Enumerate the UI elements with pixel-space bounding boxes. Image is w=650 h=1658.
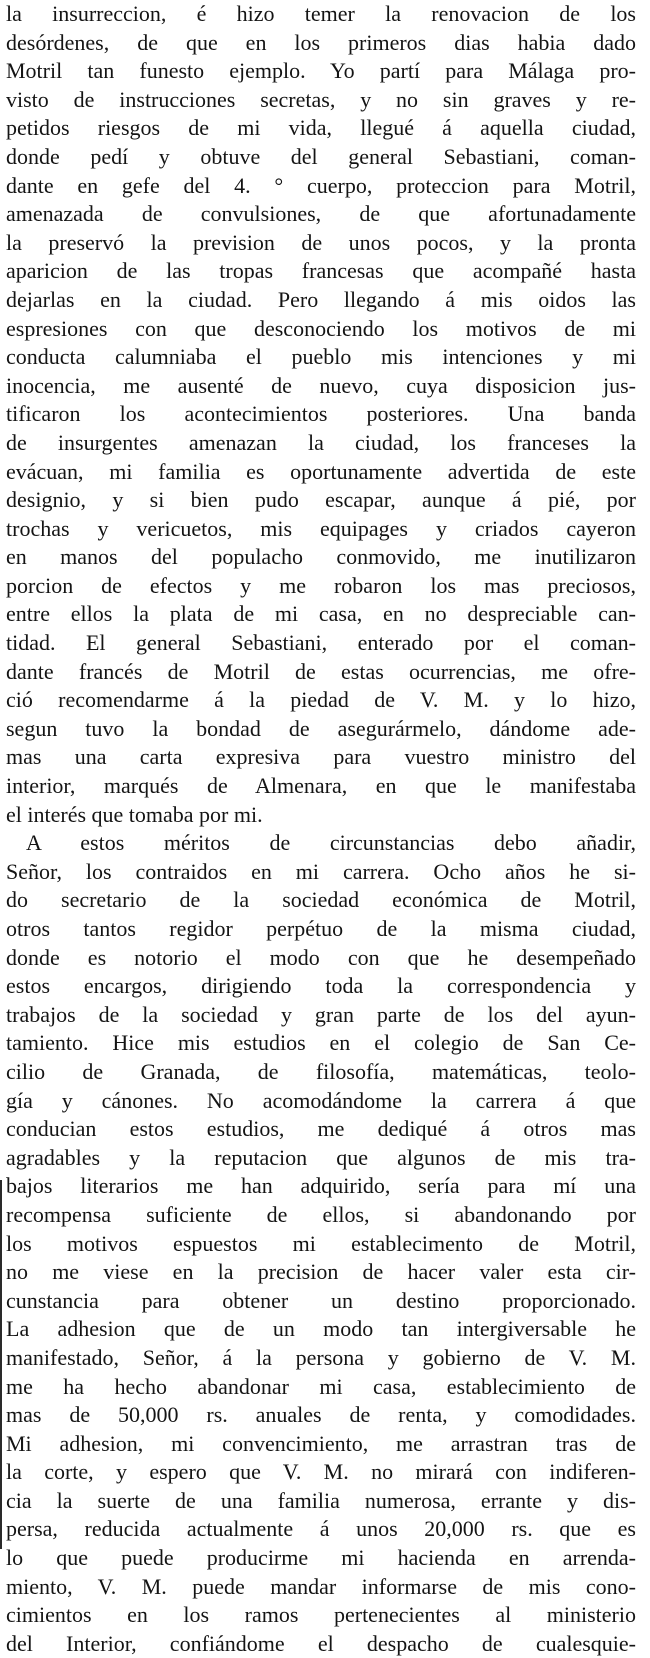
text-line: do secretario de la sociedad económica de Motril, bbox=[6, 887, 636, 913]
text-line: cunstancia para obtener un destino proporcionado. bbox=[6, 1287, 636, 1313]
text-line: conducta calumniaba el pueblo mis intenciones y mi bbox=[6, 344, 636, 370]
text-line: no me viese en la precision de hacer valer esta cir- bbox=[6, 1259, 636, 1285]
margin-rule bbox=[0, 1180, 2, 1549]
text-line: los motivos espuestos mi establecimento de Motril, bbox=[6, 1230, 636, 1256]
text-line: Motril tan funesto ejemplo. Yo partí para Málaga pro- bbox=[6, 58, 636, 84]
text-line: donde pedí y obtuve del general Sebastiani, coman- bbox=[6, 143, 636, 169]
text-line: lo que puede producirme mi hacienda en arrenda- bbox=[6, 1545, 636, 1571]
text-line: gía y cánones. No acomodándome la carrera á que bbox=[6, 1087, 636, 1113]
text-line: cilio de Granada, de filosofía, matemáticas, teolo- bbox=[6, 1058, 636, 1084]
text-line: desórdenes, de que en los primeros dias habia dado bbox=[6, 29, 636, 55]
text-line: la insurreccion, é hizo temer la renovacion de los bbox=[6, 1, 636, 26]
text-line: tificaron los acontecimientos posteriores. Una banda bbox=[6, 401, 636, 427]
text-line: porcion de efectos y me robaron los mas preciosos, bbox=[6, 572, 636, 598]
text-line: en manos del populacho conmovido, me inutilizaron bbox=[6, 544, 636, 570]
text-line: entre ellos la plata de mi casa, en no despreciable can- bbox=[6, 601, 636, 627]
text-line: dante en gefe del 4. ° cuerpo, proteccion para Motril, bbox=[6, 172, 636, 198]
text-line: espresiones con que desconociendo los motivos de mi bbox=[6, 315, 636, 341]
text-line: Mi adhesion, mi convencimiento, me arrastran tras de bbox=[6, 1430, 636, 1456]
text-line: visto de instrucciones secretas, y no sin graves y re- bbox=[6, 86, 636, 112]
text-line: interior, marqués de Almenara, en que le manifestaba bbox=[6, 773, 636, 799]
text-line: manifestado, Señor, á la persona y gobierno de V. M. bbox=[6, 1344, 636, 1370]
text-line: La adhesion que de un modo tan intergiversable he bbox=[6, 1316, 636, 1342]
text-column bbox=[6, 0, 636, 1658]
text-line: otros tantos regidor perpétuo de la misma ciudad, bbox=[6, 916, 636, 941]
text-line: recompensa suficiente de ellos, si abandonando por bbox=[6, 1201, 636, 1227]
text-line: persa, reducida actualmente á unos 20,000 rs. que es bbox=[6, 1516, 636, 1542]
text-line: estos encargos, dirigiendo toda la correspondencia y bbox=[6, 973, 636, 999]
text-line: aparicion de las tropas francesas que acompañé hasta bbox=[6, 258, 636, 284]
text-line: de insurgentes amenazan la ciudad, los franceses la bbox=[6, 429, 636, 455]
text-line: donde es notorio el modo con que he desempeñado bbox=[6, 944, 636, 970]
text-line: A estos méritos de circunstancias debo añadir, bbox=[26, 830, 636, 856]
text-line: inocencia, me ausenté de nuevo, cuya disposicion jus- bbox=[6, 372, 636, 398]
text-line: tidad. El general Sebastiani, enterado por el coman- bbox=[6, 630, 636, 656]
text-line: agradables y la reputacion que algunos de mis tra- bbox=[6, 1144, 636, 1170]
text-line: del Interior, confiándome el despacho de cualesquie- bbox=[6, 1630, 636, 1656]
text-line: tamiento. Hice mis estudios en el colegio de San Ce- bbox=[6, 1030, 636, 1056]
text-line: designio, y si bien pudo escapar, aunque á pié, por bbox=[6, 487, 636, 513]
text-line: evácuan, mi familia es oportunamente advertida de este bbox=[6, 458, 636, 484]
text-line: segun tuvo la bondad de asegurármelo, dándome ade- bbox=[6, 715, 636, 741]
text-line: mas una carta expresiva para vuestro ministro del bbox=[6, 744, 636, 770]
text-line: miento, V. M. puede mandar informarse de mis cono- bbox=[6, 1573, 636, 1599]
text-line: el interés que tomaba por mi. bbox=[6, 801, 263, 827]
text-line: cimientos en los ramos pertenecientes al ministerio bbox=[6, 1602, 636, 1628]
text-line: amenazada de convulsiones, de que afortunadamente bbox=[6, 201, 636, 227]
text-line: Señor, los contraidos en mi carrera. Ocho años he si- bbox=[6, 858, 636, 884]
text-line: la preservó la prevision de unos pocos, y la pronta bbox=[6, 229, 636, 255]
text-line: mas de 50,000 rs. anuales de renta, y comodidades. bbox=[6, 1402, 636, 1428]
paragraph-2 bbox=[6, 829, 636, 1658]
text-line: dejarlas en la ciudad. Pero llegando á mis oidos las bbox=[6, 286, 636, 312]
text-line: me ha hecho abandonar mi casa, establecimiento de bbox=[6, 1373, 636, 1399]
paragraph-1 bbox=[6, 0, 636, 829]
text-line: dante francés de Motril de estas ocurrencias, me ofre- bbox=[6, 658, 636, 684]
text-line: trabajos de la sociedad y gran parte de los del ayun- bbox=[6, 1001, 636, 1027]
text-line: la corte, y espero que V. M. no mirará con indiferen- bbox=[6, 1459, 636, 1485]
text-line: trochas y vericuetos, mis equipages y criados cayeron bbox=[6, 515, 636, 541]
text-line: ció recomendarme á la piedad de V. M. y lo hizo, bbox=[6, 687, 636, 713]
text-line: bajos literarios me han adquirido, sería para mí una bbox=[6, 1173, 636, 1199]
text-line: cia la suerte de una familia numerosa, errante y dis- bbox=[6, 1487, 636, 1513]
text-line: conducian estos estudios, me dediqué á otros mas bbox=[6, 1116, 636, 1142]
text-line: petidos riesgos de mi vida, llegué á aquella ciudad, bbox=[6, 115, 636, 141]
